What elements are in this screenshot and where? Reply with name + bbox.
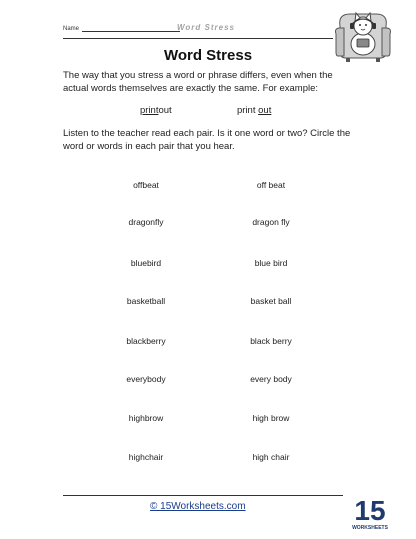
instructions-paragraph: Listen to the teacher read each pair. Is it one word or two? Circle the word or words in each pair that you hear. [63, 128, 351, 152]
footer-divider [63, 495, 343, 496]
one-word-option[interactable]: highbrow [128, 413, 164, 423]
word-pair [0, 336, 416, 350]
one-word-option[interactable]: offbeat [133, 180, 159, 190]
name-label: Name [63, 26, 80, 32]
copyright-link[interactable]: © 15Worksheets.com [150, 501, 246, 512]
word-pair [0, 180, 416, 194]
name-field [63, 26, 180, 32]
intro-paragraph: The way that you stress a word or phrase differs, even when the actual words themselves are exactly the same. For example: [63, 70, 333, 94]
one-word-option[interactable]: dragonfly [128, 217, 164, 227]
logo-word: WORKSHEETS [352, 525, 388, 531]
name-line [82, 26, 180, 32]
one-word-option[interactable]: blackberry [126, 336, 166, 346]
one-word-option[interactable]: bluebird [130, 258, 162, 268]
one-word-option[interactable]: basketball [126, 296, 166, 306]
example-two-words [237, 105, 271, 116]
word-pair [0, 452, 416, 466]
word-pair [0, 413, 416, 427]
word-pair [0, 217, 416, 231]
two-word-option[interactable]: black berry [250, 336, 292, 346]
two-word-option[interactable]: high brow [252, 413, 290, 423]
two-word-option[interactable]: every body [250, 374, 292, 384]
two-word-option[interactable]: off beat [256, 180, 286, 190]
two-word-option[interactable]: dragon fly [252, 217, 290, 227]
example-left-rest: out [158, 105, 172, 116]
two-word-option[interactable]: blue bird [254, 258, 288, 268]
example-right-underlined: out [258, 105, 272, 116]
word-pair [0, 258, 416, 272]
15worksheets-logo [352, 492, 388, 532]
page-title: Word Stress [163, 47, 253, 64]
example-left-underlined: print [140, 105, 159, 116]
header-divider [63, 38, 333, 39]
one-word-option[interactable]: everybody [126, 374, 166, 384]
header-sheet-title: Word Stress [177, 23, 235, 32]
word-pair [0, 374, 416, 388]
two-word-option[interactable]: basket ball [250, 296, 292, 306]
logo-number: 15 [354, 495, 386, 526]
two-word-option[interactable]: high chair [252, 452, 290, 462]
word-pair [0, 296, 416, 310]
example-one-word [140, 105, 172, 116]
example-right-plain: print [237, 105, 259, 116]
one-word-option[interactable]: highchair [128, 452, 164, 462]
